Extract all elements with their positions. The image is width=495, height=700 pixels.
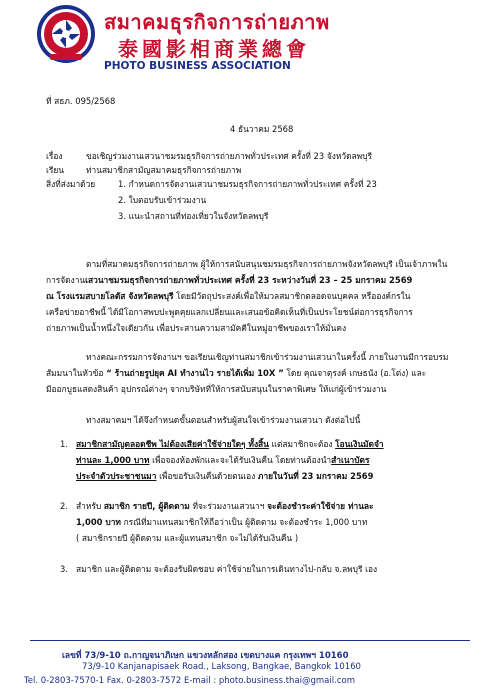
org-name-english: PHOTO BUSINESS ASSOCIATION [104, 60, 291, 72]
footer-address-english: 73/9-10 Kanjanapisaek Road., Laksong, Bangkae, Bangkok 10160 [82, 662, 361, 672]
enclosure-item: 1. กำหนดการจัดงานเสวนาชมรมธุรกิจการถ่ายภาพทั่วประเทศ ครั้งที่ 23 [118, 179, 377, 189]
list-item-line: สำหรับ สมาชิก รายปี, ผู้ติดตาม ที่จะร่วมงานเสวนาฯ จะต้องชำระค่าใช้จ่าย ท่านละ [76, 501, 374, 511]
list-item-line: ประจำตัวประชาชนมา เพื่อขอรับเงินคืนด้วยตนเอง ภายในวันที่ 23 มกราคม 2569 [76, 471, 374, 481]
recipient-text: ท่านสมาชิกสามัญสมาคมธุรกิจการถ่ายภาพ [86, 165, 242, 175]
paragraph-2-line: มีออกบูธแสดงสินค้า อุปกรณ์ต่างๆ จากบริษัทที่ให้การสนับสนุนในราคาพิเศษ ให้แก่ผู้เข้าร่วมงาน [46, 384, 387, 394]
footer-contact: Tel. 0-2803-7570-1 Fax. 0-2803-7572 E-mail : photo.business.thai@gmail.com [24, 676, 355, 686]
list-item-line: สมาชิก และผู้ติดตาม จะต้องรับผิดชอบ ค่าใช้จ่ายในการเดินทางไป-กลับ จ.ลพบุรี เอง [76, 564, 378, 574]
list-item-number: 3. [60, 564, 68, 574]
paragraph-1-line: การจัดงานเสวนาชมรมธุรกิจการถ่ายภาพทั่วประเทศ ครั้งที่ 23 ระหว่างวันที่ 23 – 25 มกราคม 2569 [46, 275, 413, 285]
paragraph-1-line: ถ่ายภาพเป็นน้ำหนึ่งใจเดียวกัน เพื่อประสานความสามัคคีในหมู่อาชีพของเราให้มั่นคง [46, 323, 347, 333]
org-name-thai: สมาคมธุรกิจการถ่ายภาพ [104, 10, 330, 34]
enclosure-label: สิ่งที่ส่งมาด้วย [46, 179, 96, 189]
camera-aperture-logo-icon [36, 4, 96, 64]
paragraph-1-line: ณ โรงแรมสบายโลตัส จังหวัดลพบุรี โดยมีวัตถุประสงค์เพื่อให้มวลสมาชิกตลอดจนบุคคล หรือองค์กรใน [46, 291, 411, 301]
reference-number: ที่ สธภ. 095/2568 [46, 96, 116, 106]
subject-label: เรื่อง [46, 151, 63, 161]
enclosure-item: 3. แนะนำสถานที่ท่องเที่ยวในจังหวัดลพบุรี [118, 211, 269, 221]
footer-divider [30, 640, 470, 641]
list-item-line: สมาชิกสามัญตลอดชีพ ไม่ต้องเสียค่าใช้จ่ายใดๆ ทั้งสิ้น แต่สมาชิกจะต้อง โอนเงินมัดจำ [76, 439, 384, 449]
list-item-number: 1. [60, 439, 68, 449]
paragraph-2-line: สัมมนาในหัวข้อ “ ร้านถ่ายรูปยุค AI ทำงานไว รายได้เพิ่ม 10X ” โดย คุณจาตุรงค์ เกษธนัง (อ.โต่ง) และ [46, 368, 427, 378]
paragraph-1-line: เครือข่ายอาชีพนี้ ได้มีโอกาสพบปะพูดคุยแลกเปลี่ยนและเสนอข้อคิดเห็นที่เป็นประโยชน์ต่อการธุรกิจการ [46, 307, 413, 317]
paragraph-2-line: ทางคณะกรรมการจัดงานฯ ขอเรียนเชิญท่านสมาชิกเข้าร่วมงานเสวนาในครั้งนี้ ภายในงานมีการอบรม [86, 352, 449, 362]
org-name-chinese: 泰國影相商業總會 [118, 37, 310, 61]
list-item-line: 1,000 บาท กรณีที่มาแทนสมาชิกให้ถือว่าเป็น ผู้ติดตาม จะต้องชำระ 1,000 บาท [76, 517, 368, 527]
enclosure-item: 2. ใบตอบรับเข้าร่วมงาน [118, 195, 207, 205]
footer-address-thai: เลขที่ 73/9-10 ถ.กาญจนาภิเษก แขวงหลักสอง เขตบางแค กรุงเทพฯ 10160 [62, 651, 349, 661]
letter-date: 4 ธันวาคม 2568 [230, 124, 294, 134]
paragraph-3: ทางสมาคมฯ ได้จึงกำหนดขั้นตอนสำหรับผู้สนใจเข้าร่วมงานเสวนา ดังต่อไปนี้ [86, 415, 361, 425]
list-item-line: ท่านละ 1,000 บาท เพื่อจองห้องพักและจะได้รับเงินคืน โดยท่านต้องนำสำเนาบัตร [76, 455, 370, 465]
list-item-number: 2. [60, 501, 68, 511]
paragraph-1-line: ตามที่สมาคมธุรกิจการถ่ายภาพ ผู้ให้การสนับสนุนชมรมธุรกิจการถ่ายภาพจังหวัดลพบุรี เป็นเจ้าภาพใน [86, 259, 448, 269]
list-item-line: ( สมาชิกรายปี ผู้ติดตาม และผู้แทนสมาชิก จะไม่ได้รับเงินคืน ) [76, 533, 299, 543]
subject-text: ขอเชิญร่วมงานเสวนาชมรมธุรกิจการถ่ายภาพทั่วประเทศ ครั้งที่ 23 จังหวัดลพบุรี [86, 151, 373, 161]
recipient-label: เรียน [46, 165, 64, 175]
